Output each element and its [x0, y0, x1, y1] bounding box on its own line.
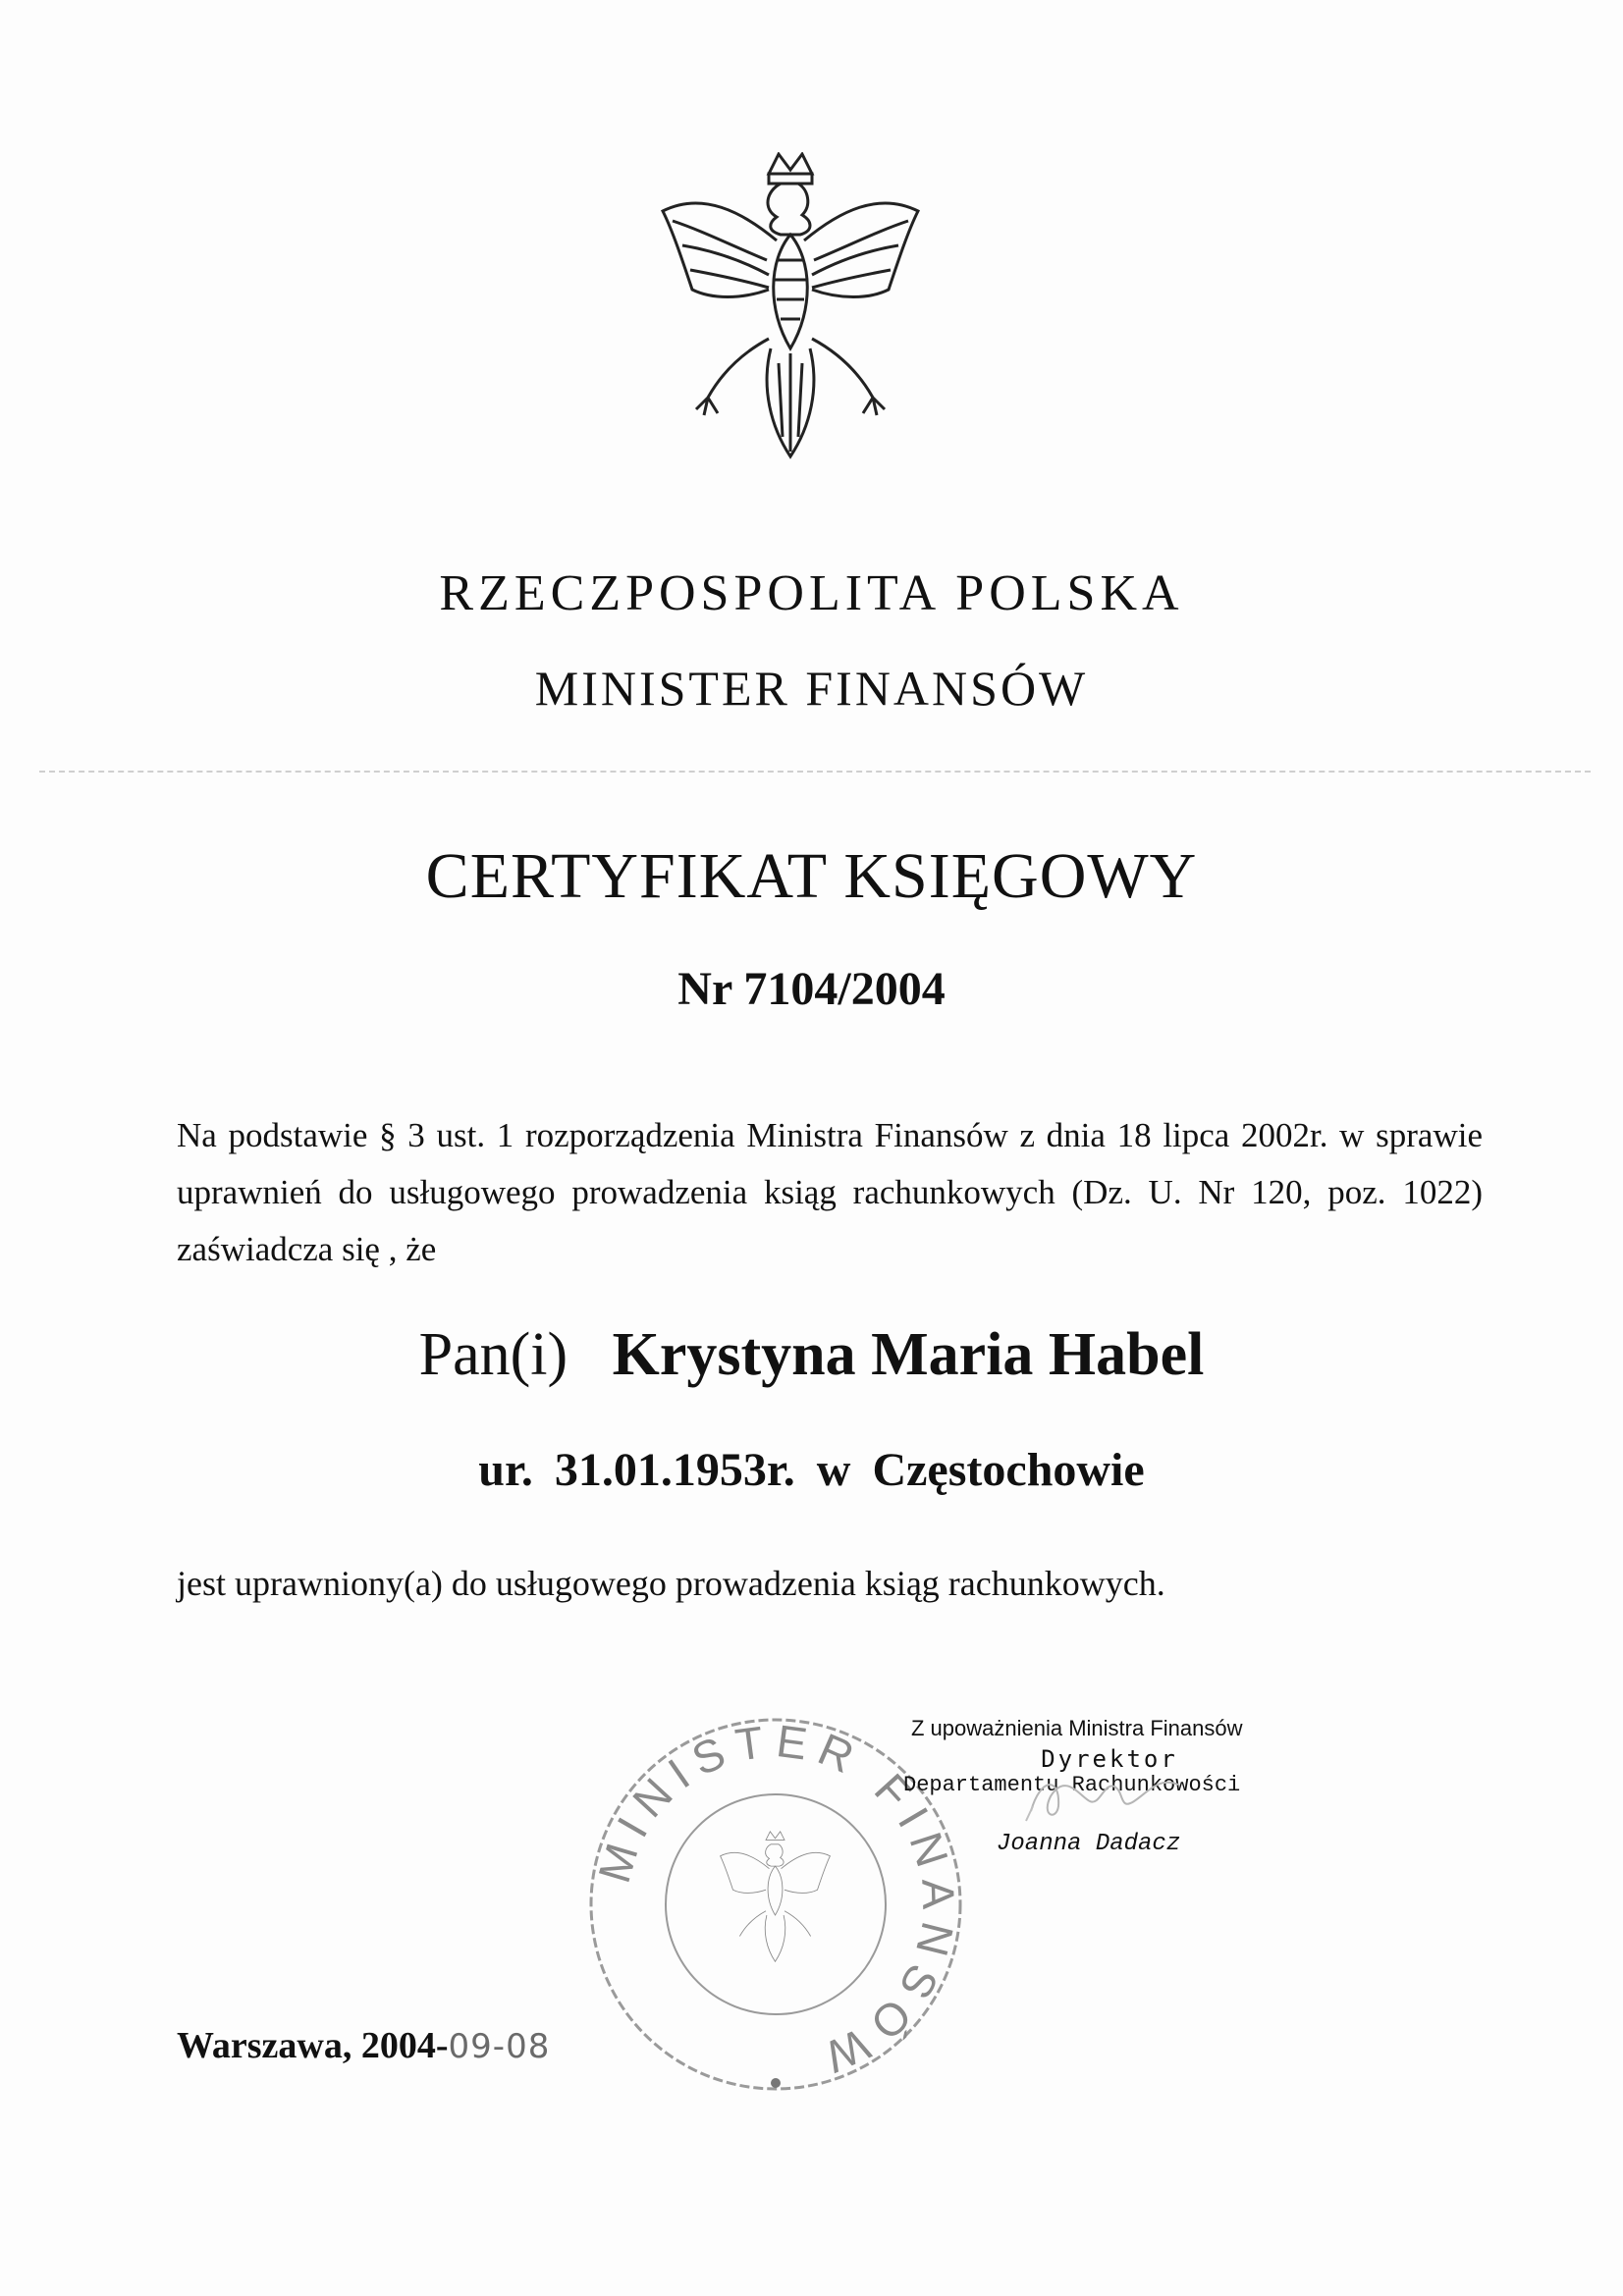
- signatory-department: Departamentu Rachunkowości: [903, 1773, 1241, 1797]
- svg-text:MINISTER FINANSÓW: MINISTER FINANSÓW: [588, 1714, 965, 2087]
- authority-heading: MINISTER FINANSÓW: [534, 661, 1089, 716]
- country-heading: RZECZPOSPOLITA POLSKA: [439, 565, 1184, 621]
- certified-person: [0, 1320, 1623, 1390]
- polish-eagle-emblem-icon: [643, 152, 938, 466]
- certificate-number: Nr 7104/2004: [677, 963, 946, 1015]
- person-prefix: Pan(i): [418, 1321, 568, 1388]
- entitlement-statement: jest uprawniony(a) do usługowego prowadzenia ksiąg rachunkowych.: [177, 1564, 1165, 1603]
- person-name: Krystyna Maria Habel: [612, 1321, 1205, 1388]
- signatory-role: Dyrektor: [1041, 1745, 1178, 1773]
- birth-details: ur. 31.01.1953r. w Częstochowie: [478, 1444, 1145, 1496]
- legal-basis-paragraph: Na podstawie § 3 ust. 1 rozporządzenia Ministra Finansów z dnia 18 lipca 2002r. w sprawie uprawnień do usługowego prowadzenia ksiąg rachunkowych (Dz. U. Nr 120, poz. 1022) zaświadcza się , że: [177, 1116, 1483, 1268]
- authorization-line: Z upoważnienia Ministra Finansów: [911, 1716, 1243, 1740]
- signatory-name: Joanna Dadacz: [997, 1831, 1181, 1857]
- fold-divider: [39, 771, 1591, 773]
- handwritten-signature-icon: [1021, 1767, 1198, 1826]
- place-and-date: [177, 2024, 550, 2067]
- date-handwritten: 09-08: [448, 2027, 551, 2066]
- certificate-title: CERTYFIKAT KSIĘGOWY: [425, 840, 1198, 912]
- place-date-printed: Warszawa, 2004-: [177, 2025, 449, 2066]
